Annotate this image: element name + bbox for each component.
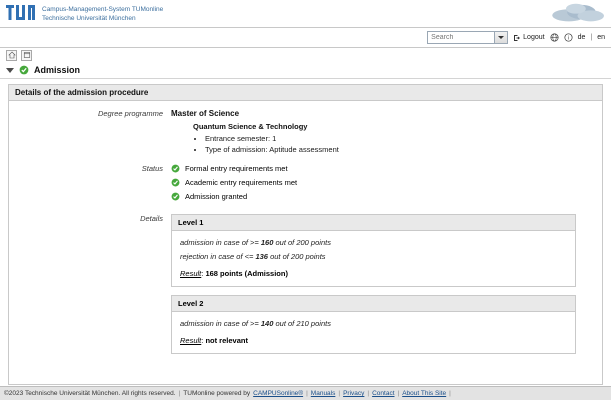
level-2-line-1-post: out of 210 points	[273, 319, 331, 328]
panel-body	[9, 101, 602, 384]
level-1-line-2-post: out of 200 points	[267, 252, 326, 261]
details-row	[13, 214, 598, 362]
check-ok-icon	[171, 192, 180, 201]
list-item: • Type of admission: Aptitude assessment	[205, 145, 598, 154]
footer-separator-tail: |	[449, 390, 451, 397]
status-item	[171, 178, 598, 187]
level-2-result-colon: :	[201, 336, 206, 345]
degree-bullet-list	[205, 134, 598, 154]
footer-separator: |	[306, 390, 308, 397]
admission-details-panel	[8, 84, 603, 385]
search-input[interactable]	[428, 32, 494, 43]
footer-manuals-link[interactable]: Manuals	[310, 390, 336, 397]
level-1-line-1-post: out of 200 points	[273, 238, 331, 247]
panel-title: Details of the admission procedure	[9, 85, 602, 101]
header-university-name: Technische Universität München	[42, 14, 136, 22]
footer-separator: |	[338, 390, 341, 397]
level-1-result-colon: :	[201, 269, 206, 278]
level-1-line-2-value: 136	[255, 252, 268, 261]
level-1-line-2	[180, 252, 567, 261]
tum-logo-icon[interactable]	[6, 5, 36, 20]
level-1-result-label: Result	[180, 269, 202, 278]
lang-de-link[interactable]: de	[577, 34, 586, 41]
footer-contact-link[interactable]: Contact	[372, 390, 395, 397]
main-content	[0, 79, 611, 385]
details-value	[171, 214, 598, 362]
help-icon[interactable]	[564, 33, 573, 42]
level-2-line-1	[180, 319, 567, 328]
status-item	[171, 192, 598, 201]
page-title-bar	[0, 62, 611, 79]
search-dropdown-button[interactable]	[494, 32, 507, 43]
cloud-decoration-icon	[549, 1, 605, 23]
lang-en-link[interactable]: en	[597, 34, 605, 41]
svg-text:i: i	[567, 35, 569, 42]
search-box[interactable]	[427, 31, 508, 44]
header-title-block	[42, 3, 163, 24]
globe-icon[interactable]	[550, 33, 559, 42]
logout-label: Logout	[523, 34, 545, 41]
level-2-body	[172, 312, 575, 353]
footer-campusonline-link[interactable]: CAMPUSonline®	[253, 390, 304, 397]
level-1-line-2-pre: rejection in case of <=	[180, 252, 256, 261]
degree-main: Master of Science	[171, 109, 240, 118]
page-title: Admission	[34, 65, 81, 75]
status-item-label: Admission granted	[185, 192, 248, 201]
footer-about-link[interactable]: About This Site	[402, 390, 447, 397]
logout-button[interactable]	[513, 34, 544, 42]
window-icon[interactable]	[21, 50, 32, 61]
logout-icon	[513, 34, 521, 42]
level-1-line-1-pre: admission in case of >=	[180, 238, 261, 247]
level-1-result	[180, 269, 567, 278]
status-item	[171, 164, 598, 173]
level-1-box	[171, 214, 576, 287]
lang-separator: |	[590, 34, 593, 41]
level-2-box	[171, 295, 576, 354]
level-2-title: Level 2	[172, 296, 575, 312]
level-1-line-1	[180, 238, 567, 247]
check-ok-icon	[19, 65, 29, 75]
degree-value	[171, 109, 598, 156]
level-1-result-value: 168 points (Admission)	[205, 269, 288, 278]
footer-separator: |	[178, 390, 181, 397]
list-item: • Entrance semester: 1	[205, 134, 598, 143]
degree-row	[13, 109, 598, 156]
level-2-line-1-value: 140	[260, 319, 274, 328]
level-2-line-1-pre: admission in case of >=	[180, 319, 261, 328]
level-1-title: Level 1	[172, 215, 575, 231]
footer-privacy-link[interactable]: Privacy	[343, 390, 365, 397]
footer-powered-text: TUMonline powered by	[183, 390, 251, 397]
footer-separator: |	[367, 390, 370, 397]
status-item-label: Academic entry requirements met	[185, 178, 298, 187]
check-ok-icon	[171, 178, 180, 187]
header-system-name: Campus-Management-System TUMonline	[42, 6, 164, 13]
top-toolbar	[0, 28, 611, 48]
home-icon[interactable]	[6, 50, 17, 61]
footer-separator: |	[397, 390, 400, 397]
degree-label: Degree programme	[97, 109, 163, 118]
level-2-result-label: Result	[180, 336, 202, 345]
triangle-collapse-icon[interactable]	[6, 68, 14, 73]
status-item-label: Formal entry requirements met	[185, 164, 288, 173]
details-label: Details	[140, 214, 163, 223]
status-label: Status	[141, 164, 163, 173]
level-2-result-value: not relevant	[205, 336, 248, 345]
check-ok-icon	[171, 164, 180, 173]
status-row	[13, 164, 598, 206]
breadcrumb-icon-row	[0, 48, 611, 62]
status-value	[171, 164, 598, 206]
degree-sub: Quantum Science & Technology	[193, 122, 308, 131]
level-1-body	[172, 231, 575, 286]
level-2-result	[180, 336, 567, 345]
app-footer	[0, 386, 611, 400]
chevron-down-icon	[498, 36, 504, 39]
app-header	[0, 0, 611, 28]
level-1-line-1-value: 160	[260, 238, 274, 247]
footer-copyright: ©2023 Technische Universität München. All rights reserved.	[4, 390, 176, 397]
